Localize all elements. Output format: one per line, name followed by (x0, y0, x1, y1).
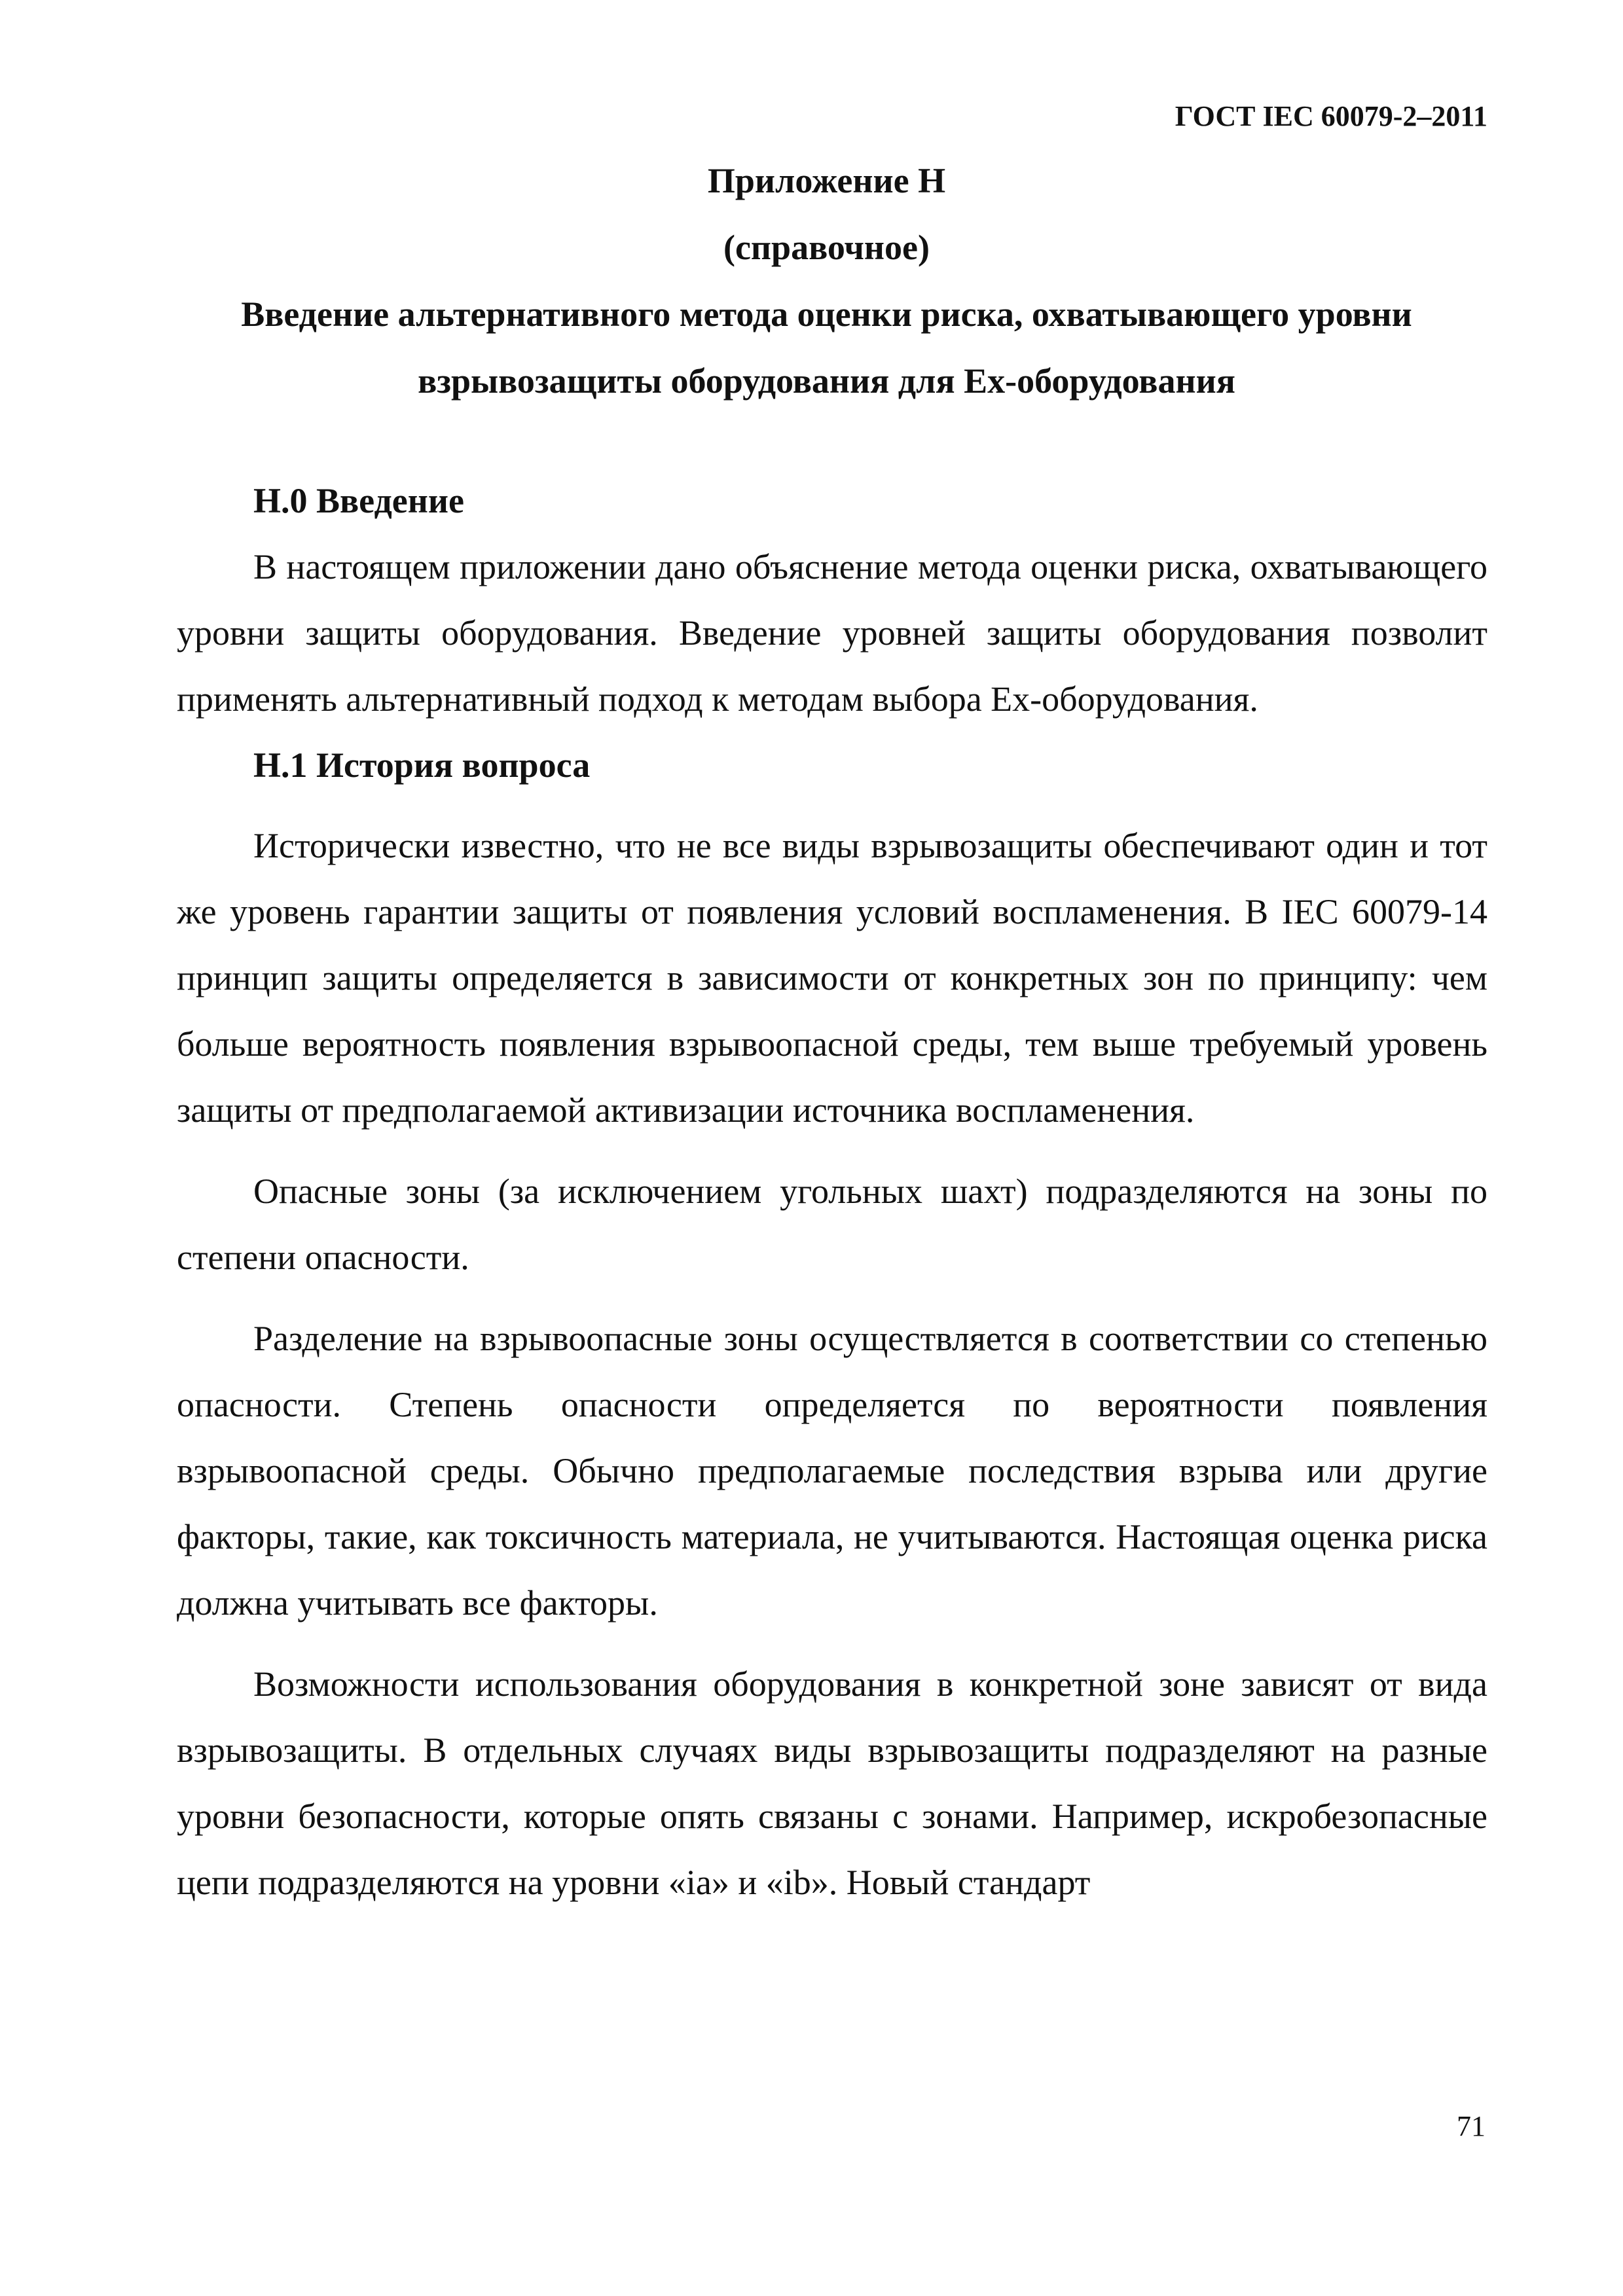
document-code: ГОСТ IEC 60079-2–2011 (1175, 100, 1487, 132)
section-title-introduction: Н.0 Введение (253, 481, 464, 520)
paragraph-history-1: Исторически известно, что не все виды взрывозащиты обеспечивают один и тот же уровень гарантии защиты от появления условий воспламенения. В IEC 60079-14 принцип защиты определяется в зависимости от конкретных зон по принципу: чем больше вероятность появления взрывоопасной среды, тем выше требуемый уровень защиты от предполагаемой активизации источника воспламенения. (177, 826, 1487, 1130)
annex-heading (170, 147, 1483, 414)
paragraph-history-4: Возможности использования оборудования в конкретной зоне зависят от вида взрывозащиты. В отдельных случаях виды взрывозащиты подразделяют на разные уровни безопасности, которые опять связаны с зонами. Например, искробезопасные цепи подразделяются на уровни «ia» и «ib». Новый стандарт (177, 1664, 1487, 1902)
document-body (177, 468, 1487, 1916)
paragraph-history-3: Разделение на взрывоопасные зоны осуществляется в соответствии со степенью опасности. Степень опасности определяется по вероятности появления взрывоопасной среды. Обычно предполагаемые последствия взрыва или другие факторы, такие, как токсичность материала, не учитываются. Настоящая оценка риска должна учитывать все факторы. (177, 1319, 1487, 1623)
annex-type: (справочное) (723, 228, 930, 267)
page-number: 71 (1457, 2110, 1486, 2142)
annex-title: Приложение Н (707, 161, 946, 200)
annex-subtitle-line-2: взрывозащиты оборудования для Ex-оборудования (418, 361, 1235, 401)
paragraph-history-2: Опасные зоны (за исключением угольных шахт) подразделяются на зоны по степени опасности. (177, 1172, 1487, 1277)
section-title-history: Н.1 История вопроса (253, 745, 591, 785)
paragraph-introduction: В настоящем приложении дано объяснение метода оценки риска, охватывающего уровни защиты оборудования. Введение уровней защиты оборудования позволит применять альтернативный подход к методам выбора Ex-оборудования. (177, 547, 1487, 719)
annex-subtitle-line-1: Введение альтернативного метода оценки риска, охватывающего уровни (241, 295, 1412, 334)
